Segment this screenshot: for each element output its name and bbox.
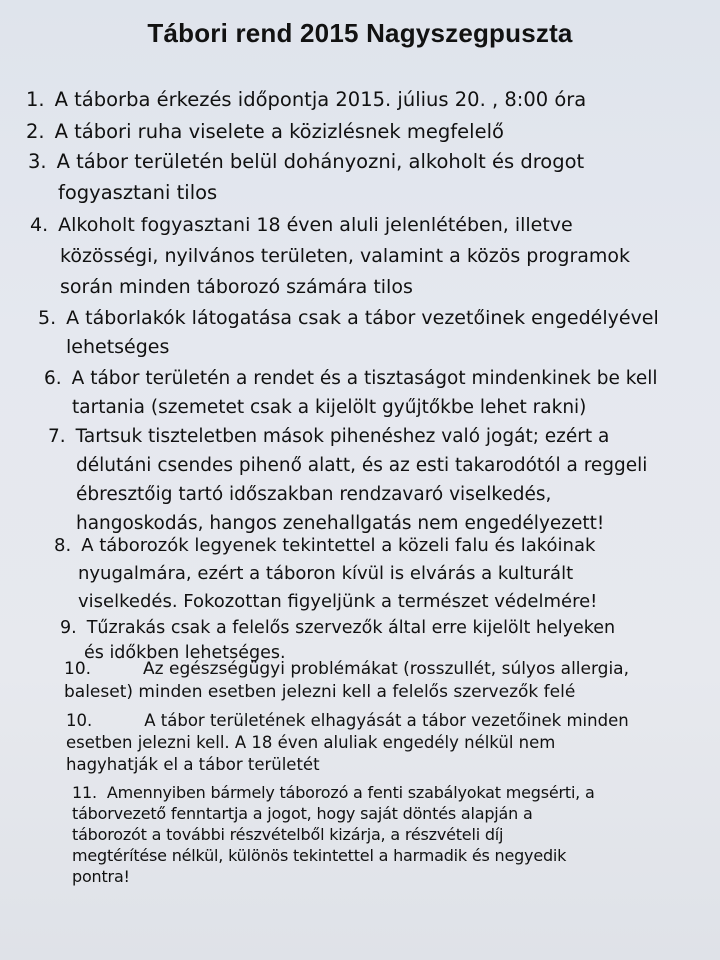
rule-line: ébresztőig tartó időszakban rendzavaró viselkedés, [76,484,552,505]
rule-text: Tartsuk tiszteletben mások pihenéshez való jogát; ezért a [75,426,610,447]
rule-item-1 [26,84,586,115]
rule-number: 2. [26,120,45,143]
rule-text: Alkoholt fogyasztani 18 éven aluli jelenlétében, illetve [58,214,573,236]
rule-item-2 [26,116,504,147]
rule-text: A táborba érkezés időpontja 2015. július 20. , 8:00 óra [54,88,587,111]
rule-line: viselkedés. Fokozottan figyeljünk a természet védelmére! [78,591,598,612]
rule-line: hangoskodás, hangos zenehallgatás nem engedélyezett! [76,513,605,534]
rule-number: 4. [30,214,49,236]
rule-item-11 [72,782,595,887]
rule-text: A tábor területének elhagyását a tábor vezetőinek minden [144,711,629,730]
rule-text: Amennyiben bármely táborozó a fenti szabályokat megsérti, a [106,783,595,802]
rule-line: baleset) minden esetben jelezni kell a felelős szervezők felé [64,682,576,702]
rule-number: 7. [48,426,66,447]
rule-line [30,210,630,241]
rule-text: A tábor területén a rendet és a tisztaságot mindenkinek be kell [71,368,658,389]
rule-number: 11. [72,783,97,802]
rule-line: délutáni csendes pihenő alatt, és az esti takarodótól a reggeli [76,455,648,476]
rule-text: A tábor területén belül dohányozni, alkoholt és drogot [56,150,585,173]
rule-number: 6. [44,368,62,389]
rule-line: táborvezető fenntartja a jogot, hogy saját döntés alapján a [72,804,533,823]
rule-item-10-leaving [66,710,629,776]
rule-line: és időkben lehetséges. [84,643,286,663]
rule-line [44,364,657,393]
rule-line: során minden táborozó számára tilos [60,276,413,298]
rule-line: fogyasztani tilos [58,181,218,204]
rule-text: A tábori ruha viselete a közizlésnek megfelelő [54,120,504,143]
rule-item-6 [44,364,657,422]
rule-text: A táborlakók látogatása csak a tábor vezetőinek engedélyével [66,307,659,329]
rule-item-8 [54,532,597,616]
rule-line [26,84,586,115]
rule-item-4 [30,210,630,303]
rule-line: lehetséges [66,336,170,358]
rule-line [72,782,595,803]
rule-line [54,532,597,560]
rule-text: Az egészségügyi problémákat (rosszullét, súlyos allergia, [143,659,630,679]
rule-line [28,146,584,177]
rule-line: táborozót a további részvételből kizárja, a részvételi díj [72,825,504,844]
rule-line: esetben jelezni kell. A 18 éven aluliak engedély nélkül nem [66,733,556,752]
rule-item-10-health [64,658,629,704]
rule-number: 10. [66,711,93,730]
rule-number: 5. [38,307,57,329]
rule-number: 1. [26,88,45,111]
rule-item-3 [28,146,584,208]
rule-line: megtérítése nélkül, különös tekintettel a harmadik és negyedik [72,846,567,865]
rule-line [38,304,659,333]
rule-text: Tűzrakás csak a felelős szervezők által erre kijelölt helyeken [86,618,616,638]
rule-line: közösségi, nyilvános területen, valamint a közös programok [60,245,631,267]
rule-line [60,616,615,641]
rule-number: 9. [60,618,77,638]
page-title: Tábori rend 2015 Nagyszegpuszta [147,18,573,48]
rule-line: hagyhatják el a tábor területét [66,755,320,774]
rule-line: tartania (szemetet csak a kijelölt gyűjtőkbe lehet rakni) [72,397,587,418]
rule-line [26,116,504,147]
rule-line: nyugalmára, ezért a táboron kívül is elvárás a kulturált [78,563,574,584]
rule-item-5 [38,304,659,362]
rule-line: pontra! [72,867,130,886]
rule-text: A táborozók legyenek tekintettel a közeli falu és lakóinak [81,535,596,556]
rule-number: 8. [54,535,72,556]
rule-number: 3. [28,150,47,173]
rule-item-7 [48,422,647,538]
rule-line [48,422,647,451]
rule-line [64,658,629,681]
rule-line [66,710,629,732]
rule-number: 10. [64,659,92,679]
